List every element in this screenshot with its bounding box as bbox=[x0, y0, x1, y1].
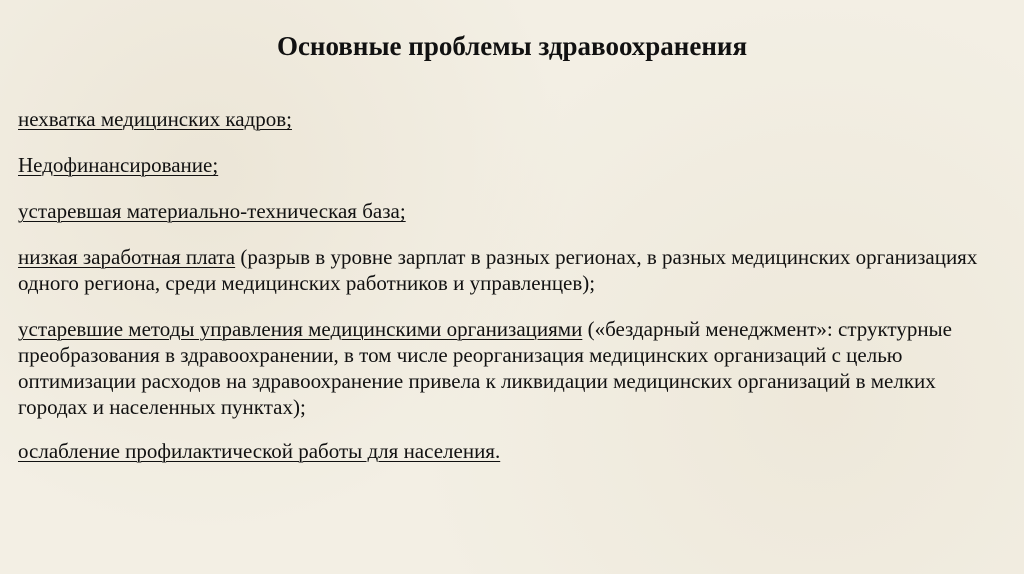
list-item bbox=[18, 152, 1008, 178]
item-text: («бездарный менеджмент»: структурные преобразования в здравоохранении, в том числе реорганизация медицинских организаций с целью оптимизации расходов на здравоохранение привела к ликвидации медицинских организаций в мелких городах и населенных пунктах); bbox=[18, 317, 952, 419]
list-item bbox=[18, 244, 1008, 296]
item-underlined-text: устаревшая материально-техническая база; bbox=[18, 199, 406, 223]
slide-title: Основные проблемы здравоохранения bbox=[276, 31, 748, 61]
item-underlined-text: Недофинансирование; bbox=[18, 153, 219, 177]
list-item bbox=[18, 438, 1008, 464]
item-underlined-text: низкая заработная плата bbox=[18, 245, 236, 269]
item-underlined-text: нехватка медицинских кадров; bbox=[18, 107, 292, 131]
problem-list bbox=[18, 106, 1008, 484]
list-item bbox=[18, 106, 1008, 132]
list-item bbox=[18, 198, 1008, 224]
item-underlined-text: ослабление профилактической работы для населения. bbox=[18, 439, 501, 463]
item-text: (разрыв в уровне зарплат в разных регионах, в разных медицинских организациях одного региона, среди медицинских работников и управленцев); bbox=[18, 245, 978, 295]
list-item bbox=[18, 316, 1008, 420]
item-underlined-text: устаревшие методы управления медицинскими организациями bbox=[18, 317, 583, 341]
